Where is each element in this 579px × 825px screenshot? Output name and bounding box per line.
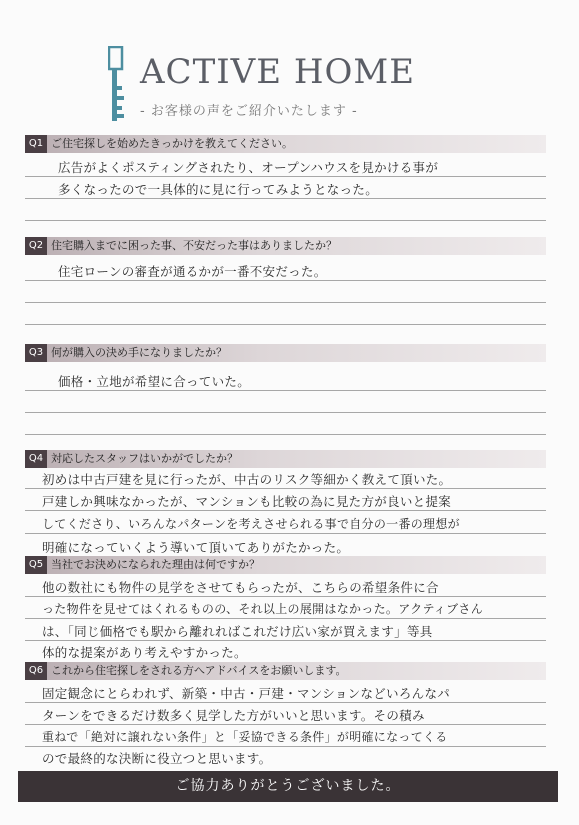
ruled-line	[25, 488, 546, 489]
ruled-line	[25, 434, 546, 435]
question-text: 対応したスタッフはいかがでしたか？	[51, 452, 238, 465]
answer-line: 初めは中古戸建を見に行ったが、中古のリスク等細かく教えて頂いた。	[42, 472, 452, 487]
answer-line: った物件を見せてはくれるものの、それ以上の展開はなかった。アクティブさん	[42, 602, 484, 616]
ruled-line	[25, 724, 546, 725]
ruled-line	[25, 746, 546, 747]
ruled-line	[25, 390, 546, 391]
ruled-line	[25, 176, 546, 177]
answer-line: 戸建しか興味なかったが、マンションも比較の為に見た方が良いと提案	[42, 494, 452, 509]
answer-line: 重ねで「絶対に譲れない条件」と「妥協できる条件」が明確になってくる	[42, 730, 448, 744]
key-logo-icon	[108, 46, 128, 128]
question-number: Q1	[25, 135, 47, 153]
answer-line: 多くなったので一具体的に見に行ってみようとなった。	[58, 182, 379, 197]
question-bar-q1	[25, 135, 546, 153]
ruled-line	[25, 280, 546, 281]
question-number: Q4	[25, 450, 47, 468]
answer-line: は、「同じ価格でも駅から離れればこれだけ広い家が買えます」等具	[42, 624, 433, 639]
question-bar-q2	[25, 237, 546, 255]
question-bar-q6	[25, 662, 546, 680]
question-bar-q3	[25, 344, 546, 362]
question-number: Q6	[25, 662, 47, 680]
ruled-line	[25, 198, 546, 199]
ruled-line	[25, 412, 546, 413]
answer-line: 明確になっていくよう導いて頂いてありがたかった。	[42, 540, 350, 555]
answer-line: 価格・立地が希望に合っていた。	[58, 374, 251, 389]
question-number: Q3	[25, 344, 47, 362]
answer-line: ので最終的な決断に役立つと思います。	[42, 751, 272, 766]
answer-line: 固定観念にとらわれず、新築・中古・戸建・マンションなどいろんなパ	[42, 686, 451, 701]
footer-thanks: ご協力ありがとうございました。	[18, 771, 558, 802]
ruled-line	[25, 640, 546, 641]
brand-tagline: - お客様の声をご紹介いたします -	[140, 104, 358, 119]
question-text: ご住宅探しを始めたきっかけを教えてください。	[51, 137, 293, 150]
ruled-line	[25, 510, 546, 511]
question-text: これから住宅探しをされる方へアドバイスをお願いします。	[51, 664, 347, 677]
ruled-line	[25, 596, 546, 597]
answer-line: 住宅ローンの審査が通るかが一番不安だった。	[58, 264, 327, 279]
answer-line: ターンをできるだけ数多く見学した方がいいと思います。その積み	[42, 708, 425, 723]
question-bar-q4	[25, 450, 546, 468]
brand-name: ACTIVE HOME	[140, 52, 416, 92]
question-text: 何が購入の決め手になりましたか？	[51, 346, 227, 359]
ruled-line	[25, 702, 546, 703]
question-bar-q5	[25, 556, 546, 574]
question-number: Q5	[25, 556, 47, 574]
question-text: 住宅購入までに困った事、不安だった事はありましたか？	[51, 239, 337, 252]
ruled-line	[25, 324, 546, 325]
answer-line: 体的な提案があり考えやすかった。	[42, 645, 247, 660]
ruled-line	[25, 302, 546, 303]
ruled-line	[25, 220, 546, 221]
question-number: Q2	[25, 237, 47, 255]
ruled-line	[25, 618, 546, 619]
answer-line: 広告がよくポスティングされたり、オープンハウスを見かける事が	[58, 160, 439, 175]
answer-line: してくださり、いろんなパターンを考えさせられる事で自分の一番の理想が	[42, 517, 460, 531]
answer-line: 他の数社にも物件の見学をさせてもらったが、こちらの希望条件に合	[42, 580, 439, 595]
ruled-line	[25, 533, 546, 534]
question-text: 当社でお決めになられた理由は何ですか？	[51, 558, 260, 571]
